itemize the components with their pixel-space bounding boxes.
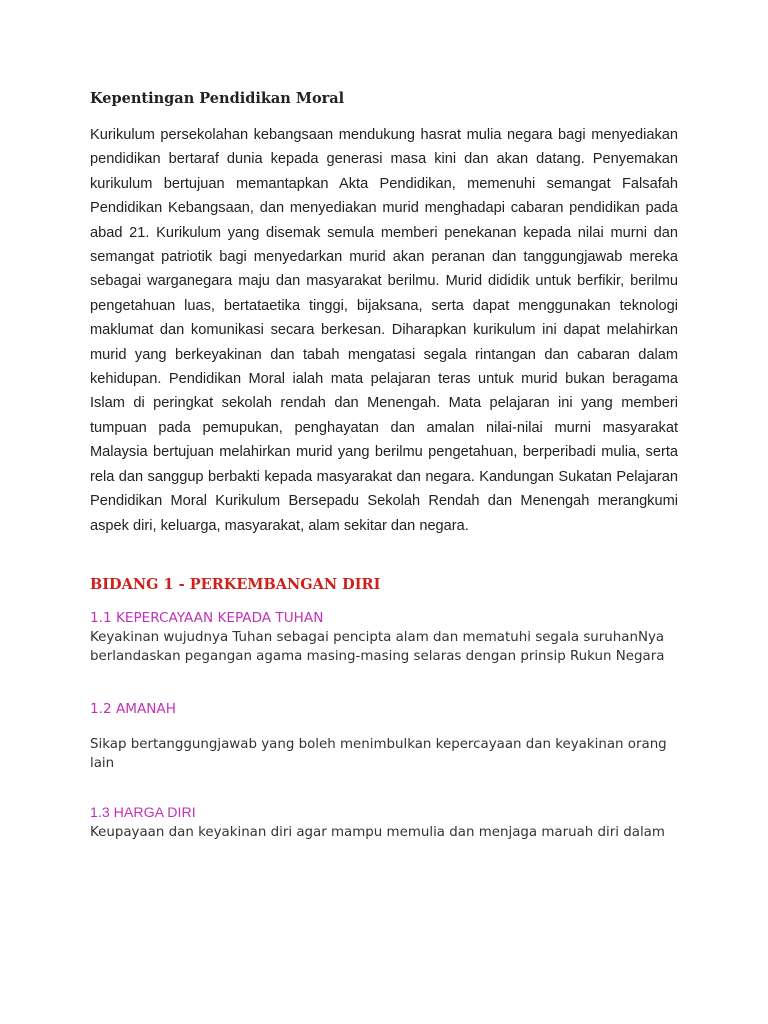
section-heading-bidang-1: BIDANG 1 - PERKEMBANGAN DIRI xyxy=(90,575,381,593)
value-item-amanah xyxy=(90,700,678,773)
document-title: Kepentingan Pendidikan Moral xyxy=(90,90,345,107)
value-item-description: Keyakinan wujudnya Tuhan sebagai pencipta alam dan mematuhi segala suruhanNya berlandaskan pegangan agama masing-masing selaras dengan prinsip Rukun Negara xyxy=(90,629,665,664)
value-item-harga-diri xyxy=(90,804,678,842)
document-page xyxy=(90,88,678,842)
value-item-description: Sikap bertanggungjawab yang boleh menimbulkan kepercayaan dan keyakinan orang lain xyxy=(90,736,667,771)
intro-paragraph: Kurikulum persekolahan kebangsaan mendukung hasrat mulia negara bagi menyediakan pendidikan bertaraf dunia kepada generasi masa kini dan akan datang. Penyemakan kurikulum bertujuan memantapkan Akta Pendidikan, memenuhi semangat Falsafah Pendidikan Kebangsaan, dan menyediakan murid menghadapi cabaran pendidikan pada abad 21. Kurikulum yang disemak semula memberi penekanan kepada nilai murni dan semangat patriotik bagi menyedarkan murid akan peranan dan tanggungjawab mereka sebagai warganegara maju dan masyarakat berilmu. Murid dididik untuk berfikir, berilmu pengetahuan luas, bertataetika tinggi, bijaksana, serta dapat menggunakan teknologi maklumat dan komunikasi secara berkesan. Diharapkan kurikulum ini dapat melahirkan murid yang berkeyakinan dan tabah mengatasi segala rintangan dan cabaran dalam kehidupan. Pendidikan Moral ialah mata pelajaran teras untuk murid bukan beragama Islam di peringkat sekolah rendah dan Menengah. Mata pelajaran ini yang memberi tumpuan pada pemupukan, penghayatan dan amalan nilai-nilai murni masyarakat Malaysia bertujuan melahirkan murid yang berilmu pengetahuan, berperibadi mulia, serta rela dan sanggup berbakti kepada masyarakat dan negara. Kandungan Sukatan Pelajaran Pendidikan Moral Kurikulum Bersepadu Sekolah Rendah dan Menengah merangkumi aspek diri, keluarga, masyarakat, alam sekitar dan negara. xyxy=(90,127,678,534)
value-item-kepercayaan xyxy=(90,609,678,666)
value-item-heading: 1.1 KEPERCAYAAN KEPADA TUHAN xyxy=(90,609,324,626)
value-item-description: Keupayaan dan keyakinan diri agar mampu memulia dan menjaga maruah diri dalam xyxy=(90,824,665,840)
value-item-heading: 1.2 AMANAH xyxy=(90,700,176,717)
value-item-heading: 1.3 HARGA DIRI xyxy=(90,804,196,821)
